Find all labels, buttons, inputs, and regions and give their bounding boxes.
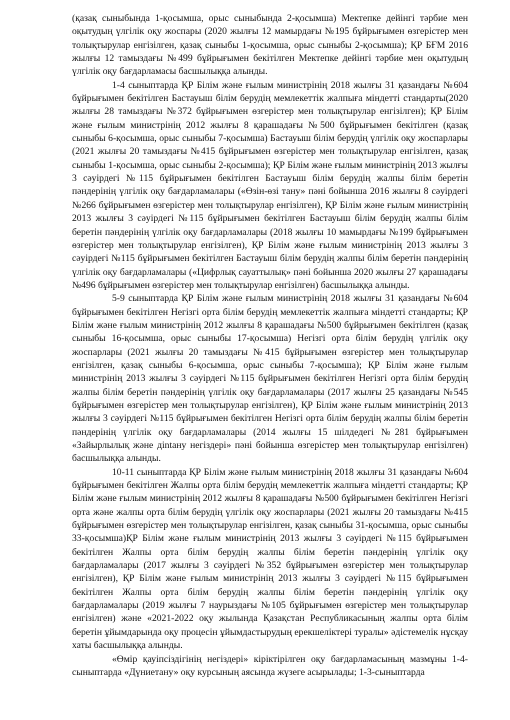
paragraph-life-safety: «Өмір қауіпсіздігінің негіздері» кіріктірілген оқу бағдарламасының мазмұны 1-4-сыныптарда «Дүниетану» оқу курсының аясында жүзеге асырылады; 1-3-сыныптарда [72,653,468,678]
paragraph-grades-1-4: 1-4 сыныптарда ҚР Білім және ғылым министрінің 2018 жылғы 31 қазандағы №604 бұйрығымен бекітілген Бастауыш білім берудің мемлекеттік жалпыға міндетті стандарты(2020 жылғы 28 тамыздағы №372 бұйрығымен өзгерістер мен толықтырулар енгізілген); ҚР Білім және ғылым министрінің 2012 жылғы 8 қарашадағы №500 бұйрығымен бекітілген (қазақ сыныбы 6-қосымша, орыс сыныбы 7-қосымша) Бастауыш білім берудің үлгілік оқу жоспарлары (2021 жылғы 20 тамыздағы №415 бұйрығымен өзгерістер мен толықтырулар енгізілген, қазақ сыныбы 1-қосымша, орыс сыныбы 2-қосымша); ҚР Білім және ғылым министрінің 2013 жылғы 3 сәуірдегі №115 бұйрығымен бекітілген Бастауыш білім берудің жалпы білім беретін пәндерінің үлгілік оқу бағдарламалары («Өзін-өзі тану» пәні бойынша 2016 жылғы 8 сәуірдегі №266 бұйрығымен өзгерістер мен толықтырулар енгізілген), ҚР Білім және ғылым министрінің 2013 жылғы 3 сәуірдегі №115 бұйрығымен бекітілген Бастауыш білім берудің жалпы білім беретін пәндерінің үлгілік оқу бағдарламалары (2018 жылғы 10 мамырдағы №199 бұйрығымен өзгерістер мен толықтырулар енгізілген), ҚР Білім және ғылым министрінің 2013 жылғы 3 сәуірдегі №115 бұйрығымен бекітілген Бастауыш білім берудің жалпы білім беретін пәндерінің үлгілік оқу бағдарламалары («Цифрлық сауаттылық» пәні бойынша 2020 жылғы 27 қарашадағы №496 бұйрығымен өзгерістер мен толықтырулар енгізілген) басшылыққа алынды. [72,79,468,291]
paragraph-grades-10-11: 10-11 сыныптарда ҚР Білім және ғылым министрінің 2018 жылғы 31 қазандағы №604 бұйрығымен бекітілген Жалпы орта білім берудің мемлекеттік жалпыға міндетті стандарты; ҚР Білім және ғылым министрінің 2012 жылғы 8 қарашадағы №500 бұйрығымен бекітілген Негізгі орта және жалпы орта білім берудің үлгілік оқу жоспарлары (2021 жылғы 20 тамыздағы №415 бұйрығымен өзгерістер мен толықтырулар енгізілген, қазақ сыныбы 31-қосымша, орыс сыныбы 33-қосымша)ҚР Білім және ғылым министрінің 2013 жылғы 3 сәуірдегі №115 бұйрығымен бекітілген Жалпы орта білім берудің жалпы білім беретін пәндерінің үлгілік оқу бағдарламалары (2017 жылғы 3 сәуірдегі №352 бұйрығымен өзгерістер мен толықтырулар енгізілген), ҚР Білім және ғылым министрінің 2013 жылғы 3 сәуірдегі №115 бұйрығымен бекітілген Жалпы орта білім берудің жалпы білім беретін пәндерінің үлгілік оқу бағдарламалары (2019 жылғы 7 наурыздағы №105 бұйрығымен өзгерістер мен толықтырулар енгізілген) және «2021-2022 оқу жылында Қазақстан Республикасының жалпы орта білім беретін ұйымдарында оқу процесін ұйымдастырудың ерекшеліктері туралы» әдістемелік нұсқау хаты басшылыққа алынды. [72,466,468,652]
paragraph-preschool-continuation: (қазақ сыныбында 1-қосымша, орыс сыныбында 2-қосымша) Мектепке дейінгі тәрбие мен оқытудың үлгілік оқу жоспары (2020 жылғы 12 мамырдағы №195 бұйрығымен өзгерістер мен толықтырулар енгізілген, қазақ сыныбы 1-қосымша, орыс сыныбы 2-қосымша); ҚР БҒМ 2016 жылғы 12 тамыздағы №499 бұйрығымен бекітілген Мектепке дейінгі тәрбие мен оқытудың үлгілік оқу бағдарламасы басшылыққа алынды. [72,13,468,78]
paragraph-grades-5-9: 5-9 сыныптарда ҚР Білім және ғылым министрінің 2018 жылғы 31 қазандағы №604 бұйрығымен бекітілген Негізгі орта білім берудің мемлекеттік жалпыға міндетті стандарты; ҚР Білім және ғылым министрінің 2012 жылғы 8 қарашадағы №500 бұйрығымен бекітілген (қазақ сыныбы 16-қосымша, орыс сыныбы 17-қосымша) Негізгі орта білім берудің үлгілік оқу жоспарлары (2021 жылғы 20 тамыздағы №415 бұйрығымен өзгерістер мен толықтырулар енгізілген, қазақ сыныбы 6-қосымша, орыс сыныбы 7-қосымша); ҚР Білім және ғылым министрінің 2013 жылғы 3 сәуірдегі №115 бұйрығымен бекітілген Негізгі орта білім берудің жалпы білім беретін пәндерінің үлгілік оқу бағдарламалары (2017 жылғы 25 қазандағы №545 бұйрығымен өзгерістер мен толықтырулар енгізілген), ҚР Білім және ғылым министрінің 2013 жылғы 3 сәуірдегі №115 бұйрығымен бекітілген Негізгі орта білім берудің жалпы білім беретін пәндерінің үлгілік оқу бағдарламалары (2014 жылғы 15 шілдедегі №281 бұйрығымен «Зайырлылық және діntану негіздері» пәні бойынша өзгерістер мен толықтырулар енгізілген) басшылыққа алынды. [72,293,468,465]
